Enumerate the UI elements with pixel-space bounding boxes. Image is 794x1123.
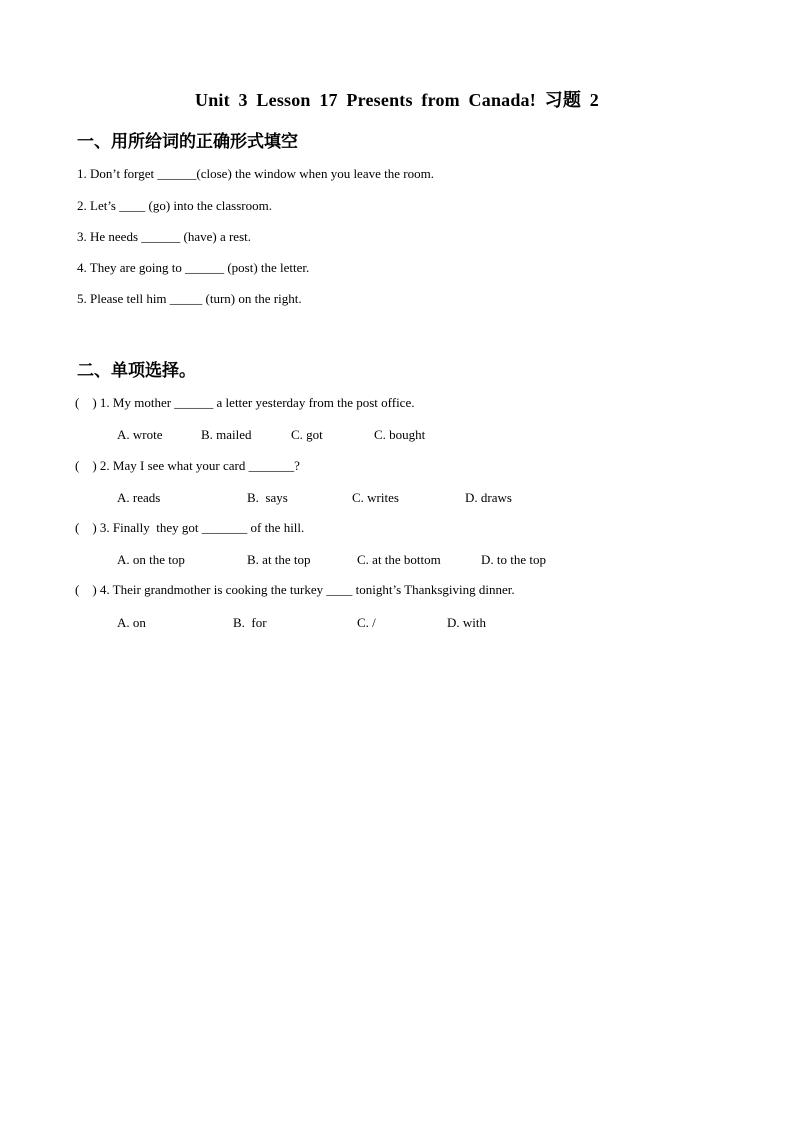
choice-q2-option-d: D. draws (465, 490, 512, 505)
fill-blank-item-3: 3. He needs ______ (have) a rest. (77, 229, 251, 244)
choice-q3-option-a: A. on the top (117, 552, 185, 567)
choice-question-1: ( ) 1. My mother ______ a letter yesterday from the post office. (75, 395, 415, 410)
choice-q1-option-a: A. wrote (117, 427, 163, 442)
fill-blank-item-1: 1. Don’t forget ______(close) the window when you leave the room. (77, 166, 434, 181)
choice-q3-option-b: B. at the top (247, 552, 311, 567)
choice-question-4: ( ) 4. Their grandmother is cooking the turkey ____ tonight’s Thanksgiving dinner. (75, 582, 515, 597)
choice-q4-option-b: B. for (233, 615, 267, 630)
choice-q3-option-d: D. to the top (481, 552, 546, 567)
choice-question-2: ( ) 2. May I see what your card _______? (75, 458, 300, 473)
choice-q4-option-d: D. with (447, 615, 486, 630)
choice-q1-option-d: C. bought (374, 427, 426, 442)
fill-blank-item-4: 4. They are going to ______ (post) the letter. (77, 260, 310, 275)
fill-blank-item-5: 5. Please tell him _____ (turn) on the right. (77, 291, 302, 306)
choice-q2-option-a: A. reads (117, 490, 161, 505)
fill-blank-item-2: 2. Let’s ____ (go) into the classroom. (77, 198, 272, 213)
section-2-heading: 二、单项选择。 (77, 361, 196, 381)
choice-question-3: ( ) 3. Finally they got _______ of the hill. (75, 520, 305, 535)
choice-q1-option-b: B. mailed (201, 427, 252, 442)
section-1-heading: 一、用所给词的正确形式填空 (77, 132, 298, 152)
choice-q4-option-c: C. / (357, 615, 376, 630)
choice-q1-option-c: C. got (291, 427, 323, 442)
choice-q2-option-b: B. says (247, 490, 288, 505)
choice-q2-option-c: C. writes (352, 490, 399, 505)
choice-q3-option-c: C. at the bottom (357, 552, 441, 567)
choice-q4-option-a: A. on (117, 615, 146, 630)
page-title: Unit 3 Lesson 17 Presents from Canada! 习题 2 (195, 90, 599, 110)
